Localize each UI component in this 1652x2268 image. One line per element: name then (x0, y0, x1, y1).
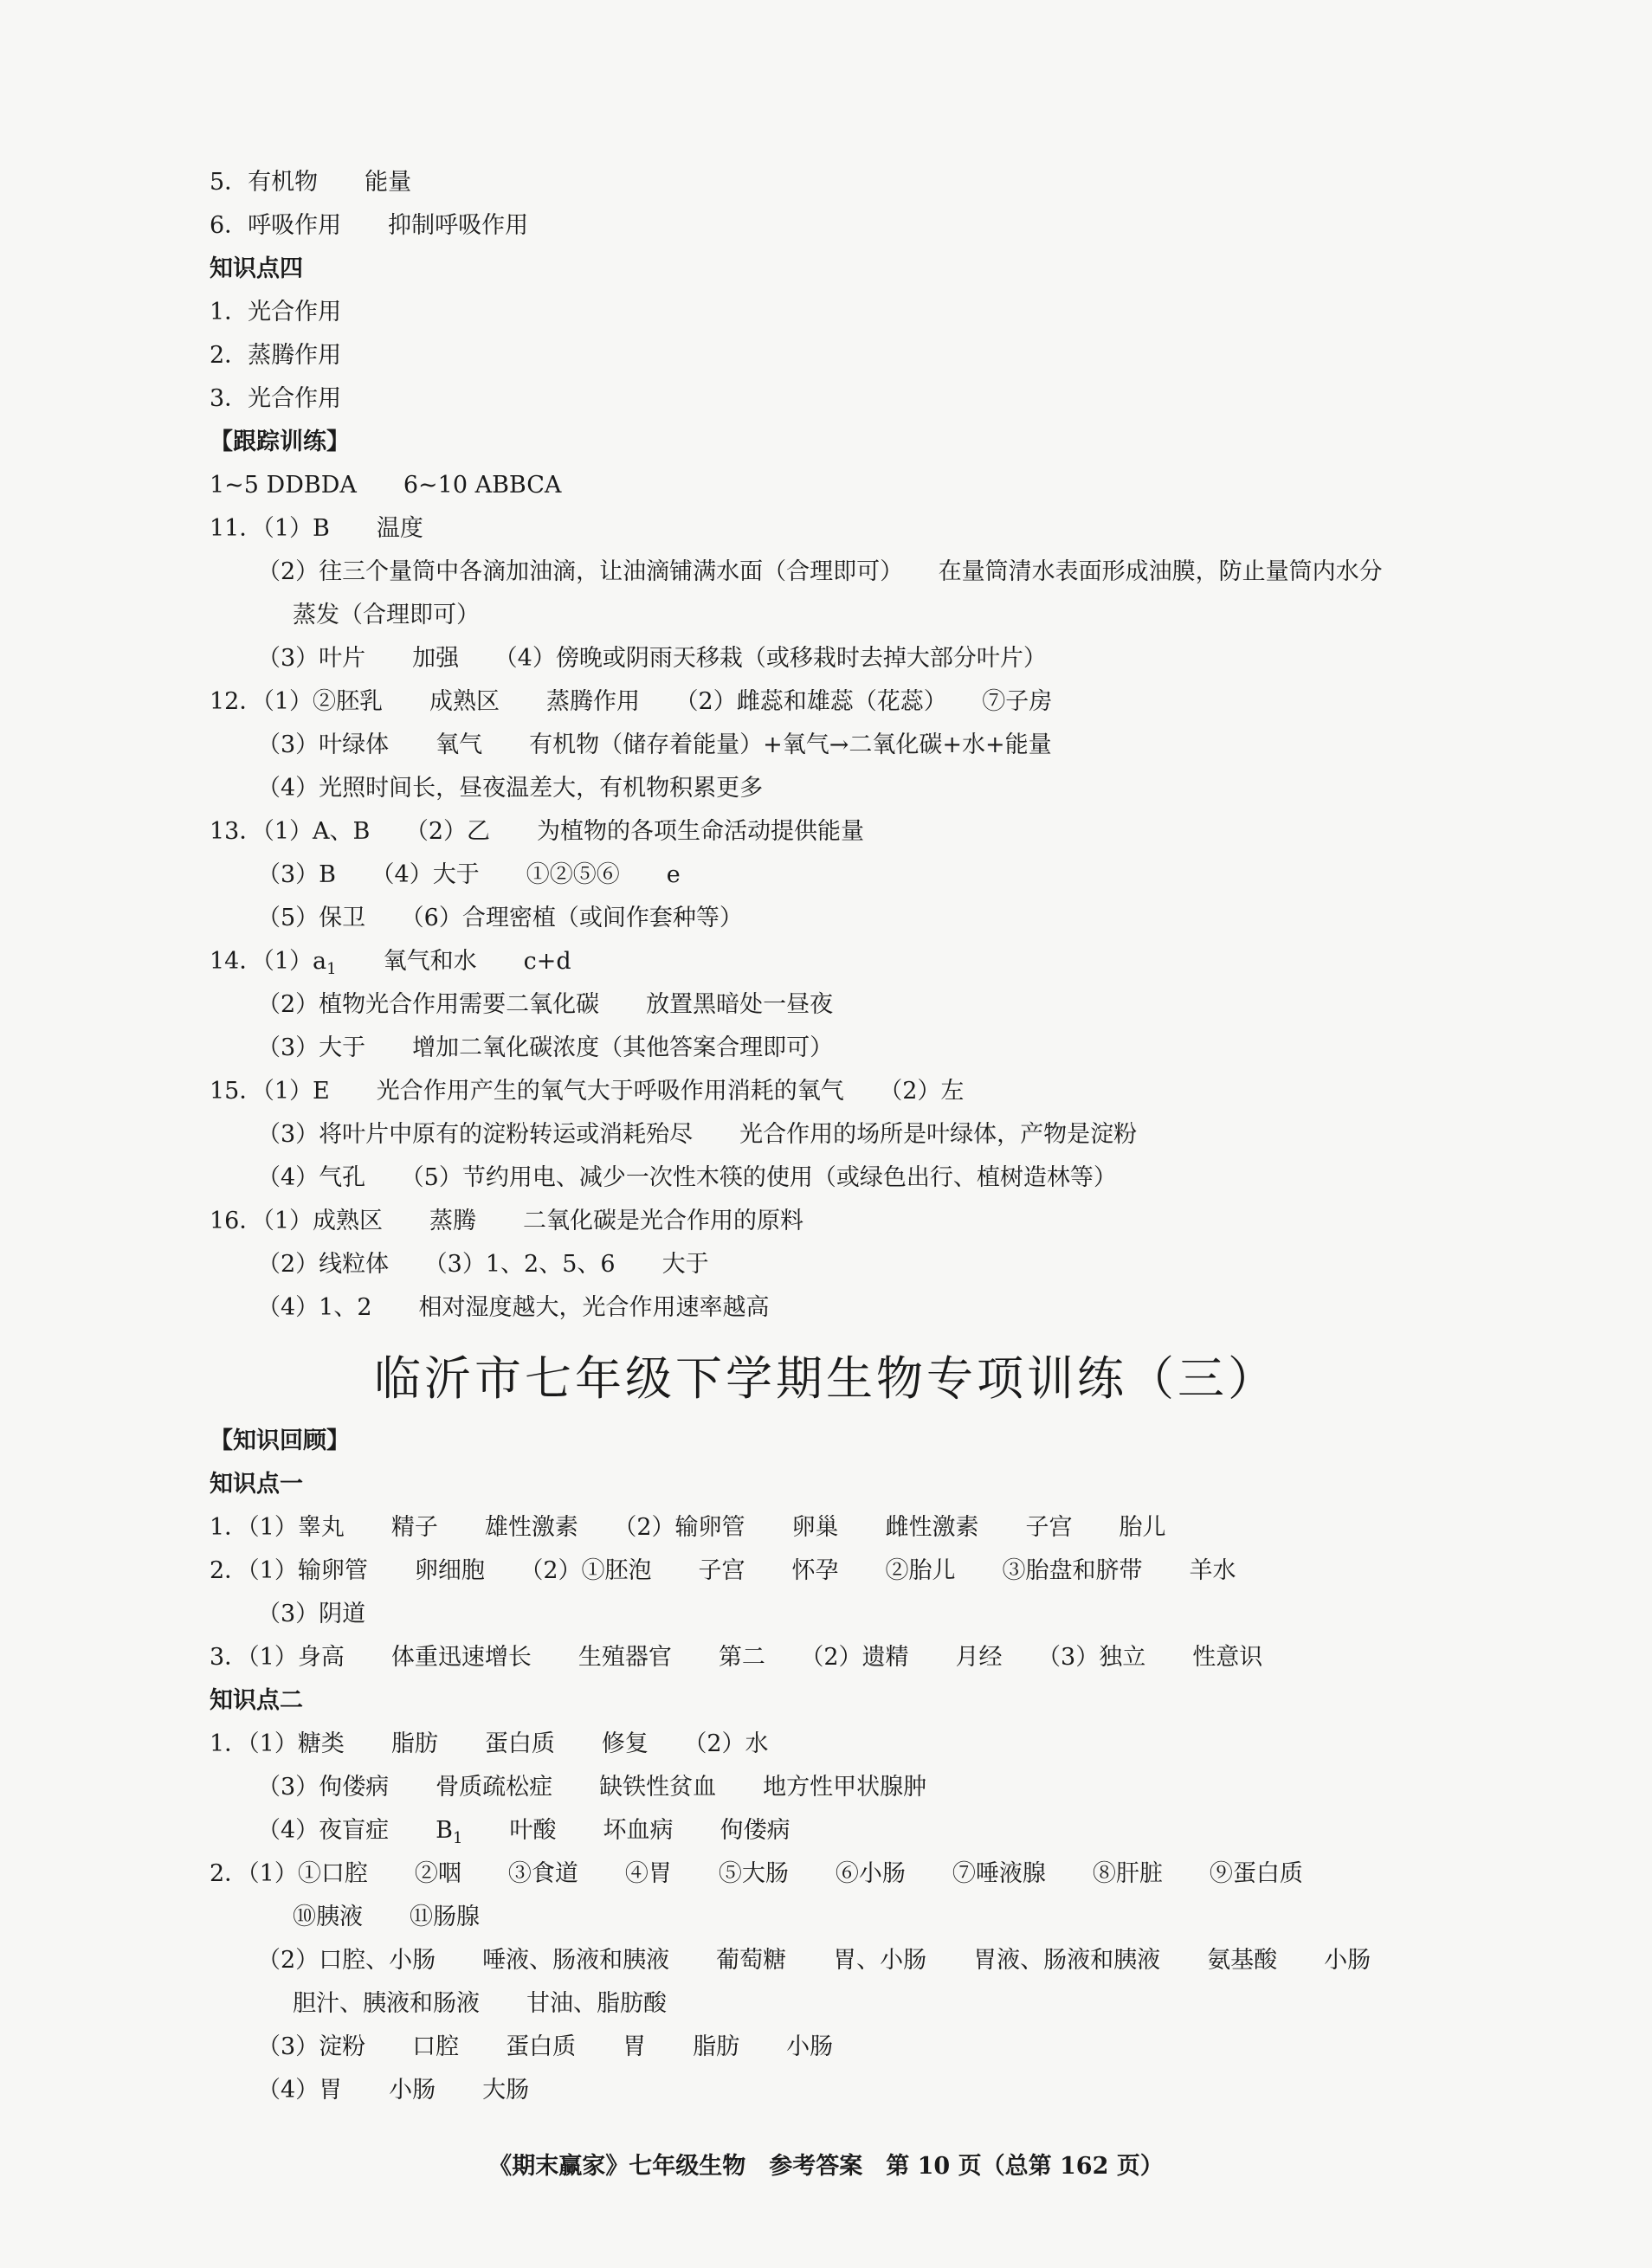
answer-line: 1．（1）睾丸 精子 雄性激素 （2）输卵管 卵巢 雌性激素 子宫 胎儿 (210, 1514, 1166, 1541)
answer-line: （3）叶绿体 氧气 有机物（储存着能量）+氧气→二氧化碳+水+能量 (257, 731, 1052, 758)
answer-line: 2．（1）输卵管 卵细胞 （2）①胚泡 子宫 怀孕 ②胎儿 ③胎盘和脐带 羊水 (210, 1557, 1236, 1584)
answer-line: 3．（1）身高 体重迅速增长 生殖器官 第二 （2）遗精 月经 （3）独立 性意识 (210, 1644, 1263, 1671)
answer-line: （3）将叶片中原有的淀粉转运或消耗殆尽 光合作用的场所是叶绿体，产物是淀粉 (257, 1121, 1138, 1148)
answer-line: 蒸发（合理即可） (293, 602, 480, 628)
answer-line (257, 1809, 1521, 1852)
answer-line: 5．有机物 能量 (210, 169, 412, 196)
answer-text: 叶酸 坏血病 佝偻病 (462, 1817, 791, 1844)
answer-line: （4）胃 小肠 大肠 (257, 2077, 530, 2104)
answer-line: 11．（1）B 温度 (210, 515, 423, 542)
answer-text: 14．（1）a (210, 948, 327, 975)
section-heading: 【知识回顾】 (210, 1427, 350, 1454)
answer-line: （2）往三个量筒中各滴加油滴，让油滴铺满水面（合理即可） 在量筒清水表面形成油膜，防止量筒内水分 (257, 558, 1383, 585)
section-heading: 知识点四 (210, 255, 303, 282)
answer-line: （3）B （4）大于 ①②⑤⑥ e (257, 861, 681, 888)
answer-line: 6．呼吸作用 抑制呼吸作用 (210, 212, 529, 239)
answer-line: 13．（1）A、B （2）乙 为植物的各项生命活动提供能量 (210, 818, 865, 845)
section-title: 临沂市七年级下学期生物专项训练（三） (374, 1351, 1278, 1406)
section-heading: 知识点一 (210, 1471, 303, 1498)
page-footer: 《期末赢家》七年级生物 参考答案 第 10 页（总第 162 页） (488, 2153, 1164, 2180)
answer-line: 2．（1）①口腔 ②咽 ③食道 ④胃 ⑤大肠 ⑥小肠 ⑦唾液腺 ⑧肝脏 ⑨蛋白质 (210, 1860, 1303, 1887)
answer-line: 3．光合作用 (210, 385, 342, 412)
subscript: 1 (453, 1829, 463, 1847)
answer-line: 胆汁、胰液和肠液 甘油、脂肪酸 (293, 1990, 667, 2017)
answer-line (210, 940, 1474, 983)
answer-line: 12．（1）②胚乳 成熟区 蒸腾作用 （2）雌蕊和雄蕊（花蕊） ⑦子房 (210, 688, 1053, 715)
answer-line: （3）阴道 (257, 1601, 366, 1627)
answer-line: （4）光照时间长，昼夜温差大，有机物积累更多 (257, 775, 764, 802)
answer-line: ⑩胰液 ⑪肠腺 (293, 1904, 480, 1930)
answer-line: 2．蒸腾作用 (210, 342, 342, 369)
answer-line: （2）口腔、小肠 唾液、肠液和胰液 葡萄糖 胃、小肠 胃液、肠液和胰液 氨基酸 小肠 (257, 1947, 1371, 1974)
answer-line: （3）叶片 加强 （4）傍晚或阴雨天移栽（或移栽时去掉大部分叶片） (257, 645, 1047, 672)
answer-line: 16．（1）成熟区 蒸腾 二氧化碳是光合作用的原料 (210, 1208, 804, 1234)
answer-line: （2）线粒体 （3）1、2、5、6 大于 (257, 1251, 709, 1278)
answer-line: 1~5 DDBDA 6~10 ABBCA (210, 472, 562, 499)
answer-line: （3）佝偻病 骨质疏松症 缺铁性贫血 地方性甲状腺肿 (257, 1774, 927, 1801)
answer-text: （4）夜盲症 B (257, 1817, 454, 1844)
answer-line: （4）气孔 （5）节约用电、减少一次性木筷的使用（或绿色出行、植树造林等） (257, 1164, 1117, 1191)
answer-line: （3）淀粉 口腔 蛋白质 胃 脂肪 小肠 (257, 2033, 834, 2060)
answer-text: 氧气和水 c+d (336, 948, 571, 975)
answer-line: （3）大于 增加二氧化碳浓度（其他答案合理即可） (257, 1034, 834, 1061)
answer-line: 1．（1）糖类 脂肪 蛋白质 修复 （2）水 (210, 1730, 769, 1757)
section-heading: 【跟踪训练】 (210, 428, 350, 455)
answer-line: 1．光合作用 (210, 299, 342, 325)
answer-line: （5）保卫 （6）合理密植（或间作套种等） (257, 905, 743, 931)
subscript: 1 (326, 960, 337, 978)
answer-line: （2）植物光合作用需要二氧化碳 放置黑暗处一昼夜 (257, 991, 834, 1018)
section-heading: 知识点二 (210, 1687, 303, 1714)
answer-line: （4）1、2 相对湿度越大，光合作用速率越高 (257, 1294, 770, 1321)
answer-line: 15．（1）E 光合作用产生的氧气大于呼吸作用消耗的氧气 （2）左 (210, 1078, 965, 1105)
